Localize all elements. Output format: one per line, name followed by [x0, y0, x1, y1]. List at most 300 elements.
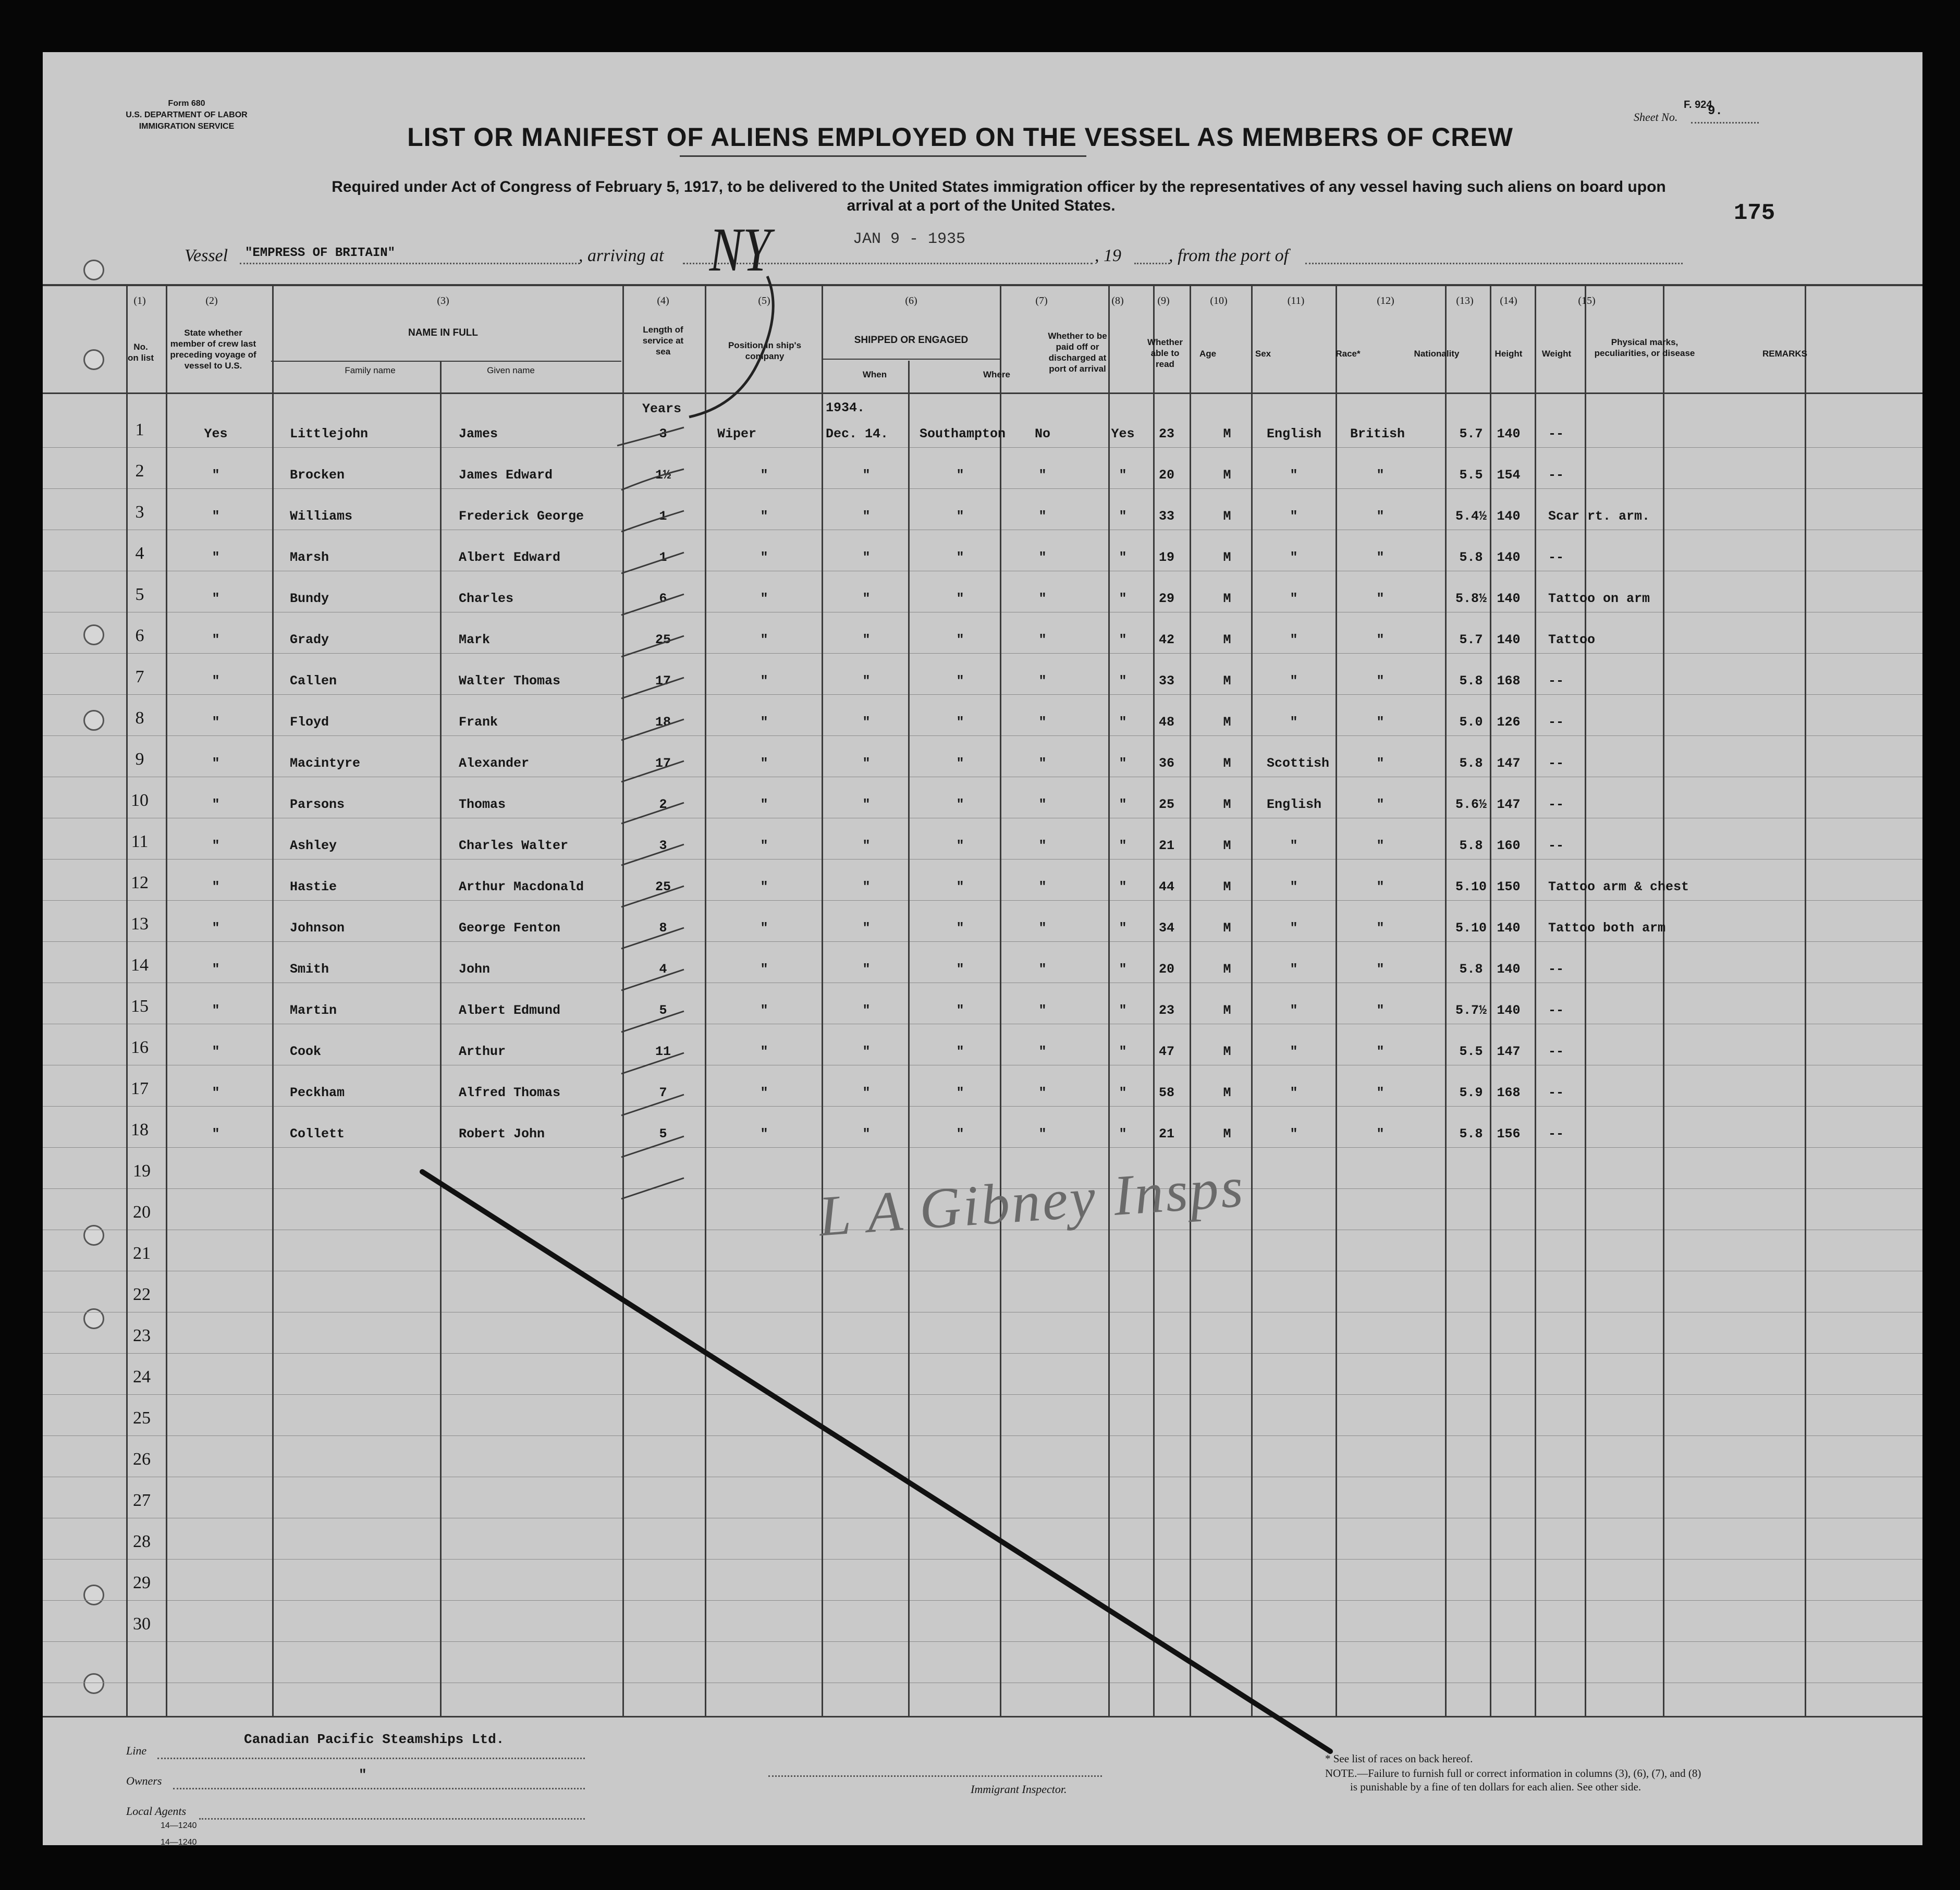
- cell-height: 5.6½: [1455, 797, 1487, 812]
- cell-weight: 140: [1497, 591, 1521, 606]
- cell-age: 48: [1158, 715, 1175, 730]
- cell-race: ": [1290, 632, 1298, 647]
- cell-family-name: Martin: [290, 1003, 337, 1018]
- cell-state: ": [212, 797, 220, 812]
- cell-nationality: ": [1376, 1044, 1385, 1059]
- cell-shipped-when: ": [862, 550, 871, 565]
- cell-weight: 140: [1497, 509, 1521, 524]
- cell-family-name: Macintyre: [290, 756, 361, 771]
- cell-family-name: Parsons: [290, 797, 345, 812]
- cell-state: ": [212, 838, 220, 853]
- annotation-overlay: [43, 52, 1922, 1845]
- cell-state: ": [212, 715, 220, 730]
- tick-mark: [621, 761, 684, 782]
- cell-family-name: Callen: [290, 673, 337, 689]
- cell-shipped-where: ": [956, 591, 964, 606]
- header-paid-off: Whether to be paid off or discharged at port of arrival: [1048, 331, 1107, 374]
- col-num-11: (11): [1287, 295, 1305, 306]
- row-number: 4: [135, 544, 144, 563]
- cell-paid-off: ": [1038, 962, 1047, 977]
- cell-race: Scottish: [1267, 756, 1330, 771]
- row-number: 27: [133, 1491, 151, 1510]
- cell-physical-marks: Tattoo: [1548, 632, 1596, 647]
- cell-family-name: Marsh: [290, 550, 329, 565]
- tick-mark: [621, 594, 684, 615]
- tick-mark: [621, 719, 684, 740]
- col-num-12: (12): [1377, 295, 1394, 306]
- cell-family-name: Littlejohn: [290, 426, 369, 441]
- cell-family-name: Cook: [290, 1044, 322, 1059]
- header-when: When: [862, 370, 887, 379]
- row-number: 14: [131, 955, 149, 975]
- cell-height: 5.8: [1459, 673, 1483, 689]
- cell-shipped-where: ": [956, 1085, 964, 1100]
- cell-paid-off: ": [1038, 838, 1047, 853]
- cell-shipped-when: ": [862, 591, 871, 606]
- cell-nationality: ": [1376, 962, 1385, 977]
- sheet-number: 9.: [1708, 104, 1723, 118]
- tick-mark: [621, 469, 684, 490]
- owners-label: Owners: [126, 1774, 162, 1787]
- row-number: 2: [135, 461, 144, 481]
- cell-shipped-when: ": [862, 715, 871, 730]
- cell-height: 5.10: [1455, 879, 1487, 894]
- cell-family-name: Bundy: [290, 591, 329, 606]
- cell-physical-marks: --: [1548, 426, 1564, 441]
- cell-age: 21: [1158, 1126, 1175, 1142]
- cell-sex: M: [1223, 673, 1231, 689]
- cell-shipped-where: ": [956, 1003, 964, 1018]
- form-code-2: 14—1240: [161, 1838, 197, 1847]
- cell-service-years: 25: [655, 879, 671, 894]
- cell-nationality: ": [1376, 1003, 1385, 1018]
- cell-age: 25: [1158, 797, 1175, 812]
- cell-race: ": [1290, 591, 1298, 606]
- cell-weight: 147: [1497, 797, 1521, 812]
- cell-family-name: Grady: [290, 632, 329, 647]
- cell-age: 58: [1158, 1085, 1175, 1100]
- cell-race: ": [1290, 673, 1298, 689]
- cell-shipped-when: Dec. 14.: [826, 426, 889, 441]
- cell-given-name: Albert Edward: [459, 550, 561, 565]
- form-code-1: 14—1240: [161, 1821, 197, 1830]
- cell-service-years: 5: [659, 1126, 667, 1142]
- department-label: U.S. DEPARTMENT OF LABOR: [126, 111, 248, 119]
- cell-given-name: Mark: [459, 632, 491, 647]
- cell-position: ": [760, 756, 768, 771]
- cell-shipped-when: ": [862, 756, 871, 771]
- cell-weight: 168: [1497, 1085, 1521, 1100]
- cell-nationality: ": [1376, 921, 1385, 936]
- cell-shipped-when: ": [862, 838, 871, 853]
- cell-family-name: Hastie: [290, 879, 337, 894]
- header-position: Position in ship's company: [728, 340, 802, 361]
- cell-nationality: ": [1376, 838, 1385, 853]
- cell-weight: 140: [1497, 550, 1521, 565]
- cell-age: 34: [1158, 921, 1175, 936]
- cell-able-read: ": [1119, 468, 1127, 483]
- cell-position: ": [760, 1003, 768, 1018]
- tick-mark: [621, 803, 684, 824]
- cell-position: ": [760, 1085, 768, 1100]
- row-number: 19: [133, 1161, 151, 1181]
- cell-race: ": [1290, 921, 1298, 936]
- row-number: 17: [131, 1079, 149, 1098]
- cell-state: ": [212, 468, 220, 483]
- cell-physical-marks: --: [1548, 1126, 1564, 1142]
- cell-service-years: 18: [655, 715, 671, 730]
- cell-sex: M: [1223, 921, 1231, 936]
- cell-race: ": [1290, 1085, 1298, 1100]
- inspector-signature: L A Gibney Insps: [816, 1155, 1247, 1248]
- tick-mark: [621, 1053, 684, 1074]
- cell-weight: 147: [1497, 1044, 1521, 1059]
- header-sex: Sex: [1255, 349, 1271, 359]
- cell-weight: 150: [1497, 879, 1521, 894]
- row-number: 9: [135, 750, 144, 769]
- cell-weight: 160: [1497, 838, 1521, 853]
- cell-age: 20: [1158, 962, 1175, 977]
- cell-sex: M: [1223, 468, 1231, 483]
- cell-height: 5.7½: [1455, 1003, 1487, 1018]
- cell-paid-off: No: [1034, 426, 1051, 441]
- year-1934: 1934.: [826, 400, 865, 415]
- cell-nationality: ": [1376, 468, 1385, 483]
- line-label: Line: [126, 1744, 147, 1757]
- cell-race: ": [1290, 879, 1298, 894]
- years-label: Years: [642, 401, 682, 416]
- header-remarks: REMARKS: [1762, 349, 1807, 359]
- cell-service-years: 2: [659, 797, 667, 812]
- cell-age: 47: [1158, 1044, 1175, 1059]
- cell-sex: M: [1223, 797, 1231, 812]
- row-number: 24: [133, 1367, 151, 1386]
- cell-state: ": [212, 1126, 220, 1142]
- row-number: 28: [133, 1532, 151, 1551]
- tick-mark: [621, 553, 684, 573]
- cell-shipped-where: ": [956, 632, 964, 647]
- row-number: 15: [131, 997, 149, 1016]
- cell-physical-marks: --: [1548, 797, 1564, 812]
- col-num-10: (10): [1210, 295, 1228, 306]
- cell-able-read: ": [1119, 673, 1127, 689]
- cell-sex: M: [1223, 756, 1231, 771]
- cell-service-years: 3: [659, 838, 667, 853]
- cell-height: 5.0: [1459, 715, 1483, 730]
- cell-weight: 168: [1497, 673, 1521, 689]
- vessel-name: "EMPRESS OF BRITAIN": [245, 246, 396, 260]
- cell-given-name: John: [459, 962, 491, 977]
- cell-sex: M: [1223, 426, 1231, 441]
- col-num-9: (9): [1157, 295, 1170, 306]
- cell-given-name: Walter Thomas: [459, 673, 561, 689]
- cell-physical-marks: --: [1548, 673, 1564, 689]
- from-port-label: , from the port of: [1169, 246, 1289, 265]
- cell-nationality: British: [1350, 426, 1405, 441]
- cell-family-name: Brocken: [290, 468, 345, 483]
- owners-rule: [173, 1788, 585, 1789]
- cell-height: 5.8: [1459, 1126, 1483, 1142]
- cell-race: ": [1290, 468, 1298, 483]
- cell-state: ": [212, 1003, 220, 1018]
- cell-able-read: ": [1119, 632, 1127, 647]
- cell-shipped-where: ": [956, 468, 964, 483]
- cell-race: English: [1267, 426, 1322, 441]
- cell-state: ": [212, 756, 220, 771]
- cell-shipped-when: ": [862, 921, 871, 936]
- cell-state: ": [212, 1044, 220, 1059]
- cell-paid-off: ": [1038, 879, 1047, 894]
- cell-position: ": [760, 715, 768, 730]
- year-prefix: , 19: [1095, 246, 1121, 265]
- cell-race: ": [1290, 962, 1298, 977]
- tick-mark: [621, 1095, 684, 1115]
- service-tick-marks: [617, 427, 684, 1199]
- cell-sex: M: [1223, 550, 1231, 565]
- cell-nationality: ": [1376, 797, 1385, 812]
- cell-height: 5.10: [1455, 921, 1487, 936]
- cell-physical-marks: --: [1548, 962, 1564, 977]
- cell-able-read: ": [1119, 591, 1127, 606]
- page-subtitle-line2: arrival at a port of the United States.: [847, 197, 1116, 214]
- cell-shipped-where: Southampton: [920, 426, 1006, 441]
- cell-paid-off: ": [1038, 509, 1047, 524]
- col-num-2: (2): [205, 295, 218, 306]
- page-stamp: 175: [1734, 200, 1775, 226]
- cell-shipped-where: ": [956, 921, 964, 936]
- cell-sex: M: [1223, 962, 1231, 977]
- cell-family-name: Floyd: [290, 715, 329, 730]
- cell-age: 23: [1158, 426, 1175, 441]
- cell-family-name: Smith: [290, 962, 329, 977]
- cell-shipped-where: ": [956, 838, 964, 853]
- cell-state: ": [212, 962, 220, 977]
- cell-able-read: ": [1119, 550, 1127, 565]
- tick-mark: [621, 511, 684, 532]
- note-races: * See list of races on back hereof.: [1325, 1752, 1473, 1765]
- header-where: Where: [983, 370, 1010, 379]
- cell-height: 5.7: [1459, 632, 1483, 647]
- cell-given-name: Robert John: [459, 1126, 545, 1142]
- cell-height: 5.8½: [1455, 591, 1487, 606]
- cell-shipped-when: ": [862, 1126, 871, 1142]
- cell-shipped-when: ": [862, 962, 871, 977]
- cell-shipped-when: ": [862, 797, 871, 812]
- cell-paid-off: ": [1038, 1044, 1047, 1059]
- cell-paid-off: ": [1038, 756, 1047, 771]
- cell-given-name: Albert Edmund: [459, 1003, 561, 1018]
- cell-height: 5.8: [1459, 756, 1483, 771]
- cell-physical-marks: --: [1548, 1003, 1564, 1018]
- cell-shipped-when: ": [862, 879, 871, 894]
- row-number: 3: [135, 502, 144, 522]
- cell-nationality: ": [1376, 879, 1385, 894]
- cell-given-name: Thomas: [459, 797, 506, 812]
- cell-weight: 147: [1497, 756, 1521, 771]
- row-number: 1: [135, 420, 144, 439]
- cell-height: 5.8: [1459, 962, 1483, 977]
- row-number: 30: [133, 1614, 151, 1634]
- col-num-3: (3): [437, 295, 449, 306]
- tick-mark: [621, 928, 684, 949]
- row-number: 26: [133, 1450, 151, 1469]
- tick-mark: [621, 1011, 684, 1032]
- cell-paid-off: ": [1038, 550, 1047, 565]
- cell-nationality: ": [1376, 509, 1385, 524]
- row-number: 5: [135, 585, 144, 604]
- cell-able-read: Yes: [1111, 426, 1135, 441]
- cell-paid-off: ": [1038, 591, 1047, 606]
- cell-family-name: Collett: [290, 1126, 345, 1142]
- cell-service-years: 6: [659, 591, 667, 606]
- cell-paid-off: ": [1038, 1126, 1047, 1142]
- cell-position: ": [760, 838, 768, 853]
- cell-weight: 154: [1497, 468, 1521, 483]
- header-no-on-list: No. on list: [127, 342, 154, 363]
- cell-sex: M: [1223, 632, 1231, 647]
- handwritten-loop-mark: [689, 276, 773, 417]
- cell-position: ": [760, 797, 768, 812]
- header-able-read: Whether able to read: [1147, 337, 1183, 369]
- header-physical-marks: Physical marks, peculiarities, or disease: [1594, 337, 1695, 358]
- cell-weight: 140: [1497, 632, 1521, 647]
- cell-shipped-where: ": [956, 756, 964, 771]
- cell-able-read: ": [1119, 1126, 1127, 1142]
- tick-mark: [617, 427, 684, 446]
- row-number: 18: [131, 1120, 149, 1139]
- cell-shipped-when: ": [862, 1003, 871, 1018]
- cell-sex: M: [1223, 1085, 1231, 1100]
- header-name-in-full: NAME IN FULL: [408, 327, 479, 338]
- row-number: 20: [133, 1202, 151, 1222]
- cell-service-years: 17: [655, 756, 671, 771]
- row-number: 7: [135, 667, 144, 686]
- tick-mark: [621, 1136, 684, 1157]
- header-height: Height: [1494, 349, 1523, 359]
- cell-service-years: 1: [659, 509, 667, 524]
- cell-sex: M: [1223, 591, 1231, 606]
- row-number: 10: [131, 791, 149, 810]
- cell-race: English: [1267, 797, 1322, 812]
- row-number: 23: [133, 1326, 151, 1345]
- col-num-14: (14): [1500, 295, 1517, 306]
- cell-given-name: Frederick George: [459, 509, 584, 524]
- col-num-4: (4): [657, 295, 669, 306]
- cell-physical-marks: --: [1548, 838, 1564, 853]
- cell-able-read: ": [1119, 797, 1127, 812]
- cell-age: 33: [1158, 673, 1175, 689]
- agents-rule: [199, 1818, 585, 1820]
- cell-shipped-where: ": [956, 715, 964, 730]
- cell-state: ": [212, 550, 220, 565]
- row-number: 8: [135, 708, 144, 728]
- cell-paid-off: ": [1038, 1003, 1047, 1018]
- cell-paid-off: ": [1038, 715, 1047, 730]
- cell-age: 42: [1158, 632, 1175, 647]
- line-rule: [157, 1758, 585, 1759]
- cell-physical-marks: Tattoo on arm: [1548, 591, 1650, 606]
- cell-shipped-where: ": [956, 550, 964, 565]
- cell-race: ": [1290, 509, 1298, 524]
- cell-service-years: 11: [655, 1044, 671, 1059]
- cell-shipped-where: ": [956, 879, 964, 894]
- inspector-label: Immigrant Inspector.: [971, 1783, 1067, 1796]
- page-subtitle-line1: Required under Act of Congress of February 5, 1917, to be delivered to the United States immigration officer by the representatives of any vessel having such aliens on board upon: [332, 178, 1666, 195]
- cell-paid-off: ": [1038, 468, 1047, 483]
- cell-race: ": [1290, 1126, 1298, 1142]
- cell-shipped-when: ": [862, 1044, 871, 1059]
- note-line-2: is punishable by a fine of ten dollars for each alien. See other side.: [1350, 1781, 1642, 1793]
- cell-given-name: Arthur Macdonald: [459, 879, 584, 894]
- cell-height: 5.5: [1459, 1044, 1483, 1059]
- cell-given-name: James: [459, 426, 498, 441]
- cell-able-read: ": [1119, 921, 1127, 936]
- cell-position: ": [760, 509, 768, 524]
- arriving-label: , arriving at: [579, 246, 664, 265]
- cell-service-years: 17: [655, 673, 671, 689]
- col-num-8: (8): [1111, 295, 1124, 306]
- header-length-service: Length of service at sea: [642, 325, 684, 357]
- row-number: 22: [133, 1285, 151, 1304]
- cell-position: ": [760, 673, 768, 689]
- row-number: 16: [131, 1038, 149, 1057]
- cell-shipped-when: ": [862, 632, 871, 647]
- cell-state: ": [212, 673, 220, 689]
- cell-height: 5.8: [1459, 838, 1483, 853]
- cell-position: ": [760, 1044, 768, 1059]
- cell-paid-off: ": [1038, 632, 1047, 647]
- col-num-5: (5): [758, 295, 770, 306]
- cell-shipped-where: ": [956, 673, 964, 689]
- owners-value: ": [359, 1767, 367, 1783]
- form-code: F. 924: [1684, 99, 1712, 111]
- tick-mark: [621, 886, 684, 907]
- cell-given-name: Frank: [459, 715, 498, 730]
- col-num-7: (7): [1035, 295, 1048, 306]
- cell-shipped-when: ": [862, 1085, 871, 1100]
- cell-sex: M: [1223, 1126, 1231, 1142]
- cell-physical-marks: --: [1548, 468, 1564, 483]
- cell-sex: M: [1223, 1044, 1231, 1059]
- cell-able-read: ": [1119, 1044, 1127, 1059]
- cell-weight: 140: [1497, 962, 1521, 977]
- cell-position: ": [760, 921, 768, 936]
- cell-position: ": [760, 1126, 768, 1142]
- cell-physical-marks: --: [1548, 756, 1564, 771]
- cell-sex: M: [1223, 879, 1231, 894]
- page-title: LIST OR MANIFEST OF ALIENS EMPLOYED ON THE VESSEL AS MEMBERS OF CREW: [407, 122, 1513, 152]
- header-shipped-engaged: SHIPPED OR ENGAGED: [854, 335, 969, 346]
- cell-given-name: Arthur: [459, 1044, 506, 1059]
- cell-able-read: ": [1119, 509, 1127, 524]
- cell-physical-marks: Tattoo both arm: [1548, 921, 1666, 936]
- cell-family-name: Peckham: [290, 1085, 345, 1100]
- tick-mark: [621, 678, 684, 698]
- col-num-13: (13): [1456, 295, 1474, 306]
- form-number: Form 680: [168, 99, 205, 108]
- cell-service-years: 1: [659, 550, 667, 565]
- cell-race: ": [1290, 715, 1298, 730]
- cell-shipped-when: ": [862, 673, 871, 689]
- cell-race: ": [1290, 1003, 1298, 1018]
- cell-given-name: Charles: [459, 591, 514, 606]
- cell-weight: 140: [1497, 1003, 1521, 1018]
- vessel-label: Vessel: [185, 246, 228, 265]
- cell-race: ": [1290, 550, 1298, 565]
- cell-service-years: 25: [655, 632, 671, 647]
- cell-nationality: ": [1376, 591, 1385, 606]
- cell-nationality: ": [1376, 756, 1385, 771]
